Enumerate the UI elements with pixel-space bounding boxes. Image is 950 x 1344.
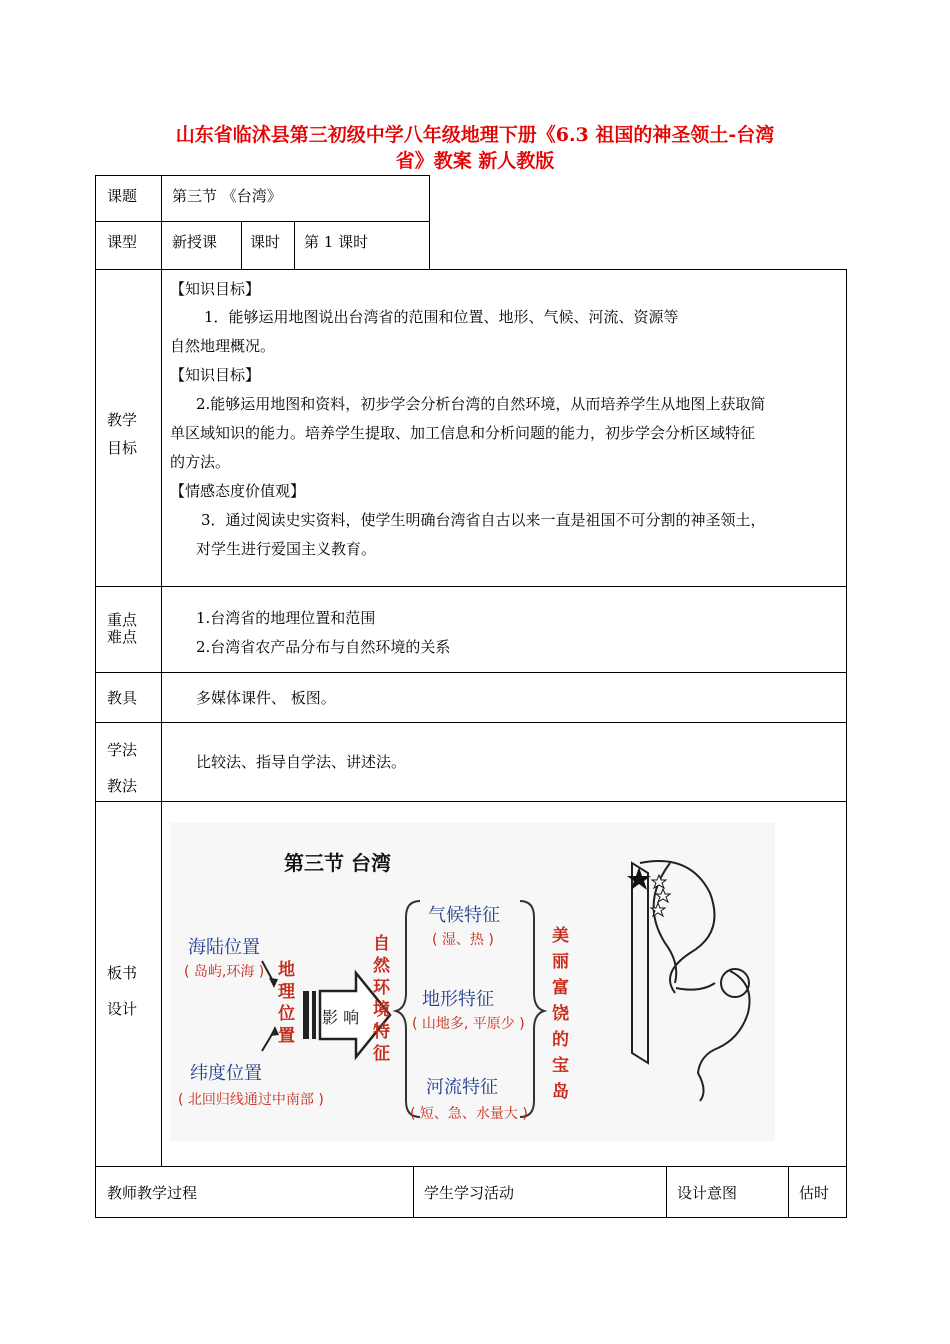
diagram-geo-position: 地理位置 — [278, 960, 295, 1046]
objective-2-line-3: 的方法。 — [170, 453, 231, 471]
methods-label-1: 学法 — [107, 741, 138, 759]
diagram-latitude-position: 纬度位置 — [190, 1063, 262, 1084]
diagram-natural-features: 自然环境特征 — [373, 934, 390, 1064]
methods-value: 比较法、指导自学法、讲述法。 — [196, 753, 407, 771]
diagram-influence: 影 响 — [322, 1008, 360, 1027]
objective-2-line-2: 单区域知识的能力。培养学生提取、加工信息和分析问题的能力，初步学会分析区域特征 — [170, 424, 756, 442]
objective-3-line-1: 3．通过阅读史实资料，使学生明确台湾省自古以来一直是祖国不可分割的神圣领土， — [201, 511, 766, 529]
diagram-river-note: ( 短、急、水量大 ) — [410, 1106, 528, 1122]
diagram-sea-land-note: ( 岛屿,环海 ) — [184, 964, 265, 980]
topic-label: 课题 — [107, 187, 138, 205]
objective-heading-ability: 【知识目标】 — [170, 366, 261, 384]
diagram-latitude-note: ( 北回归线通过中南部 ) — [178, 1092, 324, 1108]
objectives-label-1: 教学 — [107, 411, 138, 429]
diagram-terrain: 地形特征 — [422, 989, 494, 1010]
key-point-2: 2.台湾省农产品分布与自然环境的关系 — [196, 638, 451, 656]
methods-label-2: 教法 — [107, 777, 138, 795]
objectives-label-2: 目标 — [107, 439, 138, 457]
cartoon-illustration — [632, 861, 750, 1101]
period-value: 第 1 课时 — [304, 233, 369, 251]
topic-value: 第三节 《台湾》 — [172, 187, 282, 205]
objective-heading-knowledge: 【知识目标】 — [170, 280, 261, 298]
diagram-conclusion: 美丽富饶的宝岛 — [552, 926, 569, 1102]
objective-heading-attitude: 【情感态度价值观】 — [170, 482, 306, 500]
diagram-river: 河流特征 — [426, 1077, 498, 1098]
board-diagram — [170, 823, 775, 1141]
board-label-2: 设计 — [107, 1000, 138, 1018]
process-teacher-header: 教师教学过程 — [107, 1184, 198, 1202]
key-points-label-2: 难点 — [107, 628, 138, 646]
objective-1-line-1: 1．能够运用地图说出台湾省的范围和位置、地形、气候、河流、资源等 — [204, 308, 679, 326]
objective-3-line-2: 对学生进行爱国主义教育。 — [196, 540, 377, 558]
board-label-1: 板书 — [107, 964, 138, 982]
tools-label: 教具 — [107, 689, 138, 707]
process-time-header: 估时 — [799, 1184, 830, 1202]
diagram-climate: 气候特征 — [428, 905, 500, 926]
diagram-sea-land-position: 海陆位置 — [188, 937, 260, 958]
lesson-type-value: 新授课 — [172, 233, 218, 251]
document-title — [95, 122, 855, 174]
period-label: 课时 — [250, 233, 281, 251]
diagram-heading: 第三节 台湾 — [284, 851, 391, 875]
process-student-header: 学生学习活动 — [424, 1184, 515, 1202]
tools-value: 多媒体课件、 板图。 — [196, 689, 336, 707]
diagram-terrain-note: ( 山地多, 平原少 ) — [412, 1016, 525, 1032]
document-title-line-2: 省》教案 新人教版 — [395, 150, 555, 172]
key-point-1: 1.台湾省的地理位置和范围 — [196, 609, 376, 627]
objective-2-line-1: 2.能够运用地图和资料，初步学会分析台湾的自然环境，从而培养学生从地图上获取简 — [196, 395, 766, 413]
document-title-line-1: 山东省临沭县第三初级中学八年级地理下册《6.3 祖国的神圣领土-台湾 — [175, 124, 775, 146]
diagram-climate-note: ( 湿、热 ) — [432, 932, 494, 948]
process-intent-header: 设计意图 — [677, 1184, 738, 1202]
objective-1-line-2: 自然地理概况。 — [170, 337, 276, 355]
lesson-type-label: 课型 — [107, 233, 138, 251]
key-points-label-1: 重点 — [107, 611, 138, 629]
